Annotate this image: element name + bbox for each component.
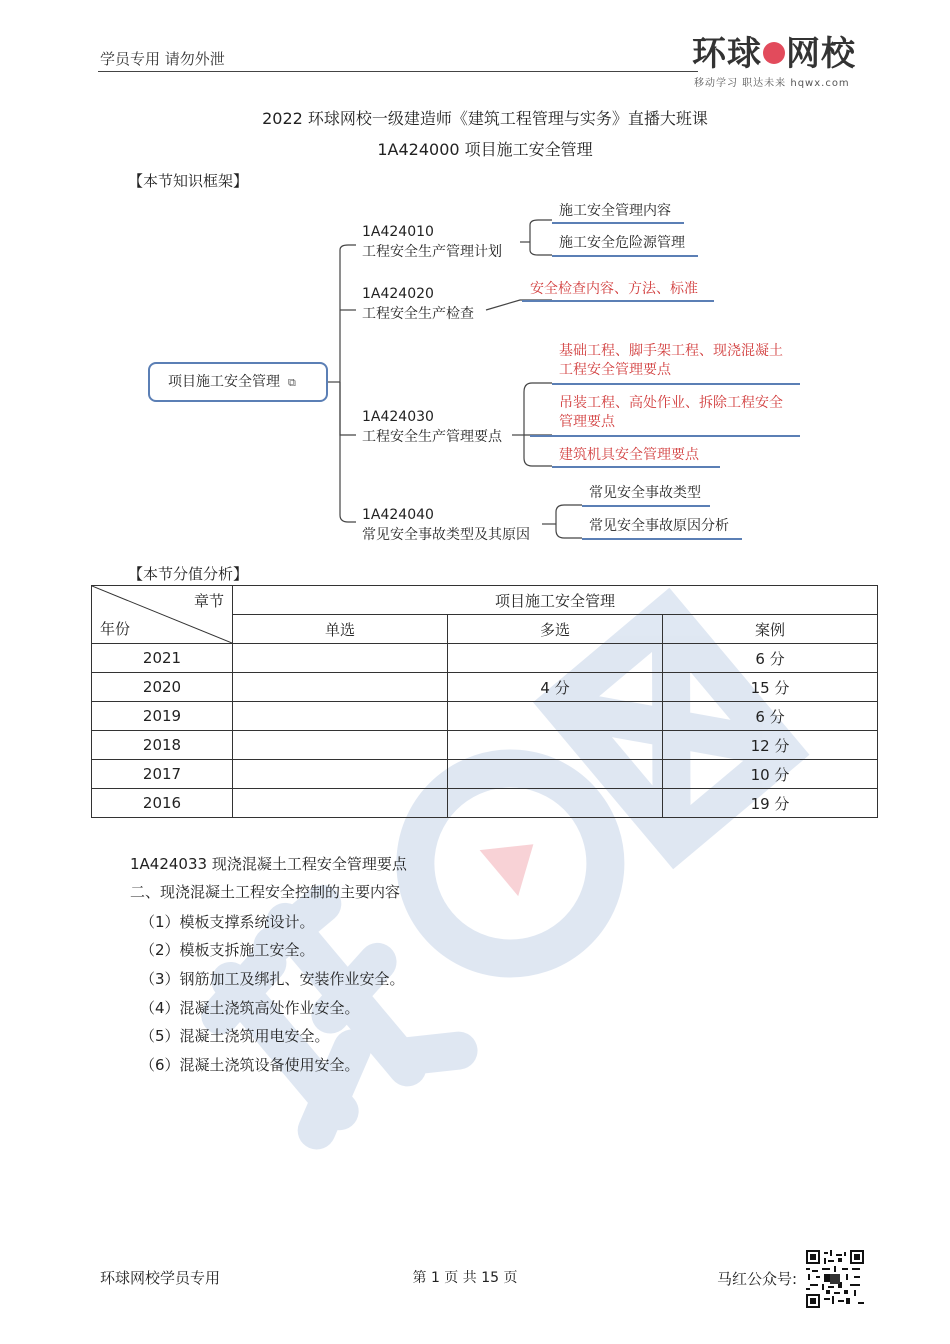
single-cell [233,731,448,760]
leaf-line: 吊装工程、高处作业、拆除工程安全 [559,395,783,411]
content-heading: 1A424033 现浇混凝土工程安全管理要点 [130,855,407,873]
single-cell [233,644,448,673]
corner-cell [92,586,233,644]
branch-node-1424020[interactable] [362,284,474,324]
leaf-underline [552,466,720,468]
content-item: （1）模板支撑系统设计。 [140,913,315,931]
leaf-underline [582,505,710,507]
multi-cell [448,789,663,818]
footer-wechat-label: 马红公众号: [717,1270,798,1288]
year-cell: 2019 [92,702,233,731]
multi-cell [448,644,663,673]
content-item: （3）钢筋加工及绑扎、安装作业安全。 [140,970,405,988]
content-subheading: 二、现浇混凝土工程安全控制的主要内容 [130,883,401,901]
year-cell: 2020 [92,673,233,702]
branch-title: 工程安全生产检查 [362,306,474,322]
leaf-underline [552,383,800,385]
corner-year: 年份 [100,620,131,638]
single-cell [233,789,448,818]
logo-text-1: 环球 [692,34,762,74]
leaf-machinery: 建筑机具安全管理要点 [559,447,699,463]
table-row [92,702,878,731]
leaf-foundation-scaffold [559,342,783,380]
branch-title: 常见安全事故类型及其原因 [362,527,530,543]
branch-node-1424010[interactable] [362,222,502,262]
leaf-line: 管理要点 [559,414,615,430]
case-cell: 6 分 [663,702,878,731]
footer-left-text: 环球网校学员专用 [100,1269,221,1287]
col-single-choice: 单选 [233,615,448,644]
case-cell: 19 分 [663,789,878,818]
content-item: （5）混凝土浇筑用电安全。 [140,1027,330,1045]
col-case: 案例 [663,615,878,644]
single-cell [233,760,448,789]
multi-cell [448,702,663,731]
branch-code: 1A424040 [362,507,434,523]
branch-title: 工程安全生产管理要点 [362,429,502,445]
leaf-underline [552,255,698,257]
year-cell: 2017 [92,760,233,789]
score-label: 【本节分值分析】 [128,565,249,583]
chapter-header: 项目施工安全管理 [233,586,878,615]
case-cell: 12 分 [663,731,878,760]
single-cell [233,702,448,731]
year-cell: 2016 [92,789,233,818]
leaf-underline [582,538,742,540]
col-multi-choice: 多选 [448,615,663,644]
header-confidential-note: 学员专用 请勿外泄 [100,50,225,68]
table-row [92,644,878,673]
leaf-line: 基础工程、脚手架工程、现浇混凝土 [559,343,783,359]
mindmap-connectors [0,0,950,560]
content-item: （2）模板支拆施工安全。 [140,941,315,959]
branch-code: 1A424020 [362,286,434,302]
link-icon: ⧉ [288,376,296,389]
case-cell: 15 分 [663,673,878,702]
multi-cell [448,760,663,789]
page-number: 第 1 页 共 15 页 [412,1270,518,1286]
branch-node-1424040[interactable] [362,505,530,545]
leaf-accident-types: 常见安全事故类型 [589,485,701,501]
leaf-underline [552,222,684,224]
framework-label: 【本节知识框架】 [128,172,249,190]
course-title: 2022 环球网校一级建造师《建筑工程管理与实务》直播大班课 [262,109,708,128]
leaf-underline [522,300,714,302]
branch-code: 1A424030 [362,409,434,425]
leaf-inspection-content: 安全检查内容、方法、标准 [530,281,698,297]
branch-code: 1A424010 [362,224,434,240]
single-cell [233,673,448,702]
branch-title: 工程安全生产管理计划 [362,244,502,260]
content-item: （6）混凝土浇筑设备使用安全。 [140,1056,360,1074]
case-cell: 6 分 [663,644,878,673]
score-table [91,585,878,818]
table-row [92,760,878,789]
logo-tagline: 移动学习 职达未来 hqwx.com [694,78,850,89]
multi-cell: 4 分 [448,673,663,702]
year-cell: 2018 [92,731,233,760]
table-row [92,731,878,760]
mindmap-root-node[interactable] [148,362,328,402]
leaf-underline [530,435,800,437]
leaf-hazard-management: 施工安全危险源管理 [559,235,685,251]
table-row [92,673,878,702]
branch-node-1424030[interactable] [362,407,502,447]
leaf-accident-causes: 常见安全事故原因分析 [589,518,729,534]
leaf-safety-content: 施工安全管理内容 [559,203,671,219]
case-cell: 10 分 [663,760,878,789]
table-header-row [92,586,878,615]
section-title: 1A424000 项目施工安全管理 [377,140,593,159]
leaf-lifting-height [559,394,783,432]
corner-chapter: 章节 [193,592,224,610]
year-cell: 2021 [92,644,233,673]
content-item: （4）混凝土浇筑高处作业安全。 [140,999,360,1017]
root-node-label: 项目施工安全管理 [168,374,280,390]
multi-cell [448,731,663,760]
qr-code-icon[interactable] [806,1250,864,1308]
leaf-line: 工程安全管理要点 [559,362,671,378]
table-row [92,789,878,818]
logo-text-2: 网校 [786,34,856,74]
